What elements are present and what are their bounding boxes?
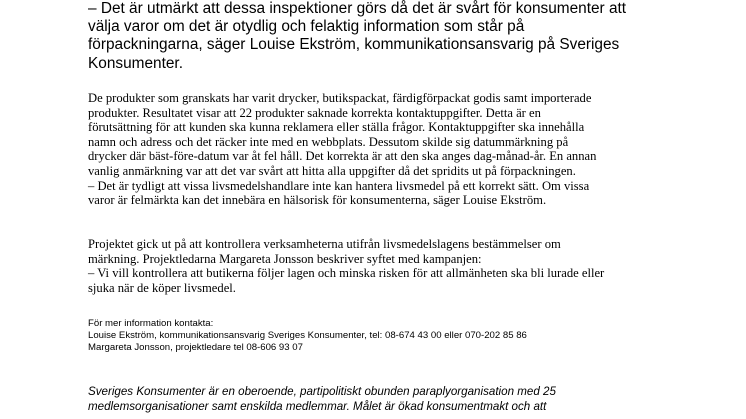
lead-line: – Det är utmärkt att dessa inspektioner görs då det är svårt för konsumenter att: [88, 0, 627, 17]
paragraph-line: varor är felmärkta kan det innebära en hälsorisk för konsumenterna, säger Louise Ekström.: [88, 193, 547, 208]
paragraph-line: namn och adress och det räcker inte med en webbplats. Dessutom skilde sig datummärkning på: [88, 134, 569, 149]
about-line: medlemsorganisationer samt enskilda medlemmar. Målet är ökad konsumentmakt och att: [88, 400, 547, 413]
body-paragraph-project: [88, 237, 728, 295]
contact-line: Margareta Jonsson, projektledare tel 08-606 93 07: [88, 342, 303, 353]
lead-quote: [88, 0, 728, 73]
contact-line: Louise Ekström, kommunikationsansvarig Sveriges Konsumenter, tel: 08-674 43 00 eller 070-202 85 86: [88, 330, 527, 341]
paragraph-line: sjuka när de köper livsmedel.: [88, 280, 236, 295]
contact-info: [88, 318, 728, 354]
about-line: Sveriges Konsumenter är en oberoende, partipolitiskt obunden paraplyorganisation med 25: [88, 385, 556, 398]
contact-heading: För mer information kontakta:: [88, 318, 214, 329]
paragraph-line: De produkter som granskats har varit drycker, butikspackat, färdigförpackat godis samt importerade: [88, 91, 592, 105]
lead-line: Konsumenter.: [88, 54, 183, 72]
paragraph-line: – Vi vill kontrollera att butikerna följer lagen och minska risken för att allmänheten ska bli lurade eller: [88, 266, 605, 281]
paragraph-line: märkning. Projektledarna Margareta Jonsson beskriver syftet med kampanjen:: [88, 251, 482, 266]
body-paragraph-results: [88, 91, 728, 208]
organization-about: [88, 384, 728, 414]
paragraph-line: vanlig anmärkning var att det var svårt att hitta alla uppgifter då det spridits ut på förpackningen.: [88, 163, 576, 178]
paragraph-line: drycker där bäst-före-datum var åt fel håll. Det korrekta är att den ska anges dag-månad-år. En annan: [88, 149, 597, 164]
paragraph-line: förutsättning för att kunden ska kunna reklamera eller ställa frågor. Kontaktuppgifter ska innehålla: [88, 120, 585, 135]
paragraph-line: produkter. Resultatet visar att 22 produkter saknade korrekta kontaktuppgifter. Detta är en: [88, 105, 541, 120]
paragraph-line: Projektet gick ut på att kontrollera verksamheterna utifrån livsmedelslagens bestämmelser om: [88, 237, 561, 251]
lead-line: förpackningarna, säger Louise Ekström, kommunikationsansvarig på Sveriges: [88, 36, 620, 54]
paragraph-line: – Det är tydligt att vissa livsmedelshandlare inte kan hantera livsmedel på ett korrekt sätt. Om vissa: [88, 178, 590, 193]
lead-line: välja varor om det är otydlig och felaktig information som står på: [88, 18, 525, 36]
